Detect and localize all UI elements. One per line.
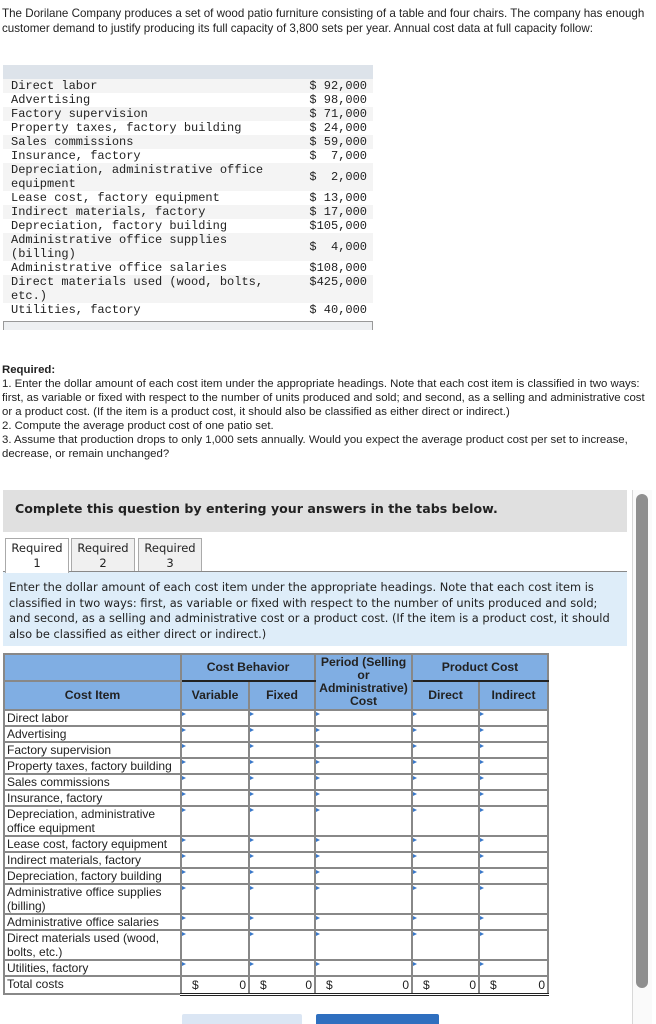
total-indirect-value: 0: [538, 978, 545, 992]
row-label: Sales commissions: [4, 774, 181, 790]
currency-symbol: $: [490, 978, 497, 992]
cost-data-item: Sales commissions: [3, 135, 291, 149]
indirect-field[interactable]: [480, 711, 547, 725]
row-label: Direct labor: [4, 710, 181, 726]
variable-input[interactable]: [181, 774, 249, 790]
variable-input[interactable]: [181, 836, 249, 852]
cost-data-amount: $ 2,000: [291, 163, 373, 191]
tab-required-2[interactable]: [71, 538, 135, 572]
period-input[interactable]: [315, 852, 412, 868]
total-fixed-value: 0: [305, 978, 312, 992]
variable-field[interactable]: [182, 961, 248, 975]
grid-row: [4, 742, 548, 758]
fixed-input[interactable]: [249, 914, 315, 930]
period-input[interactable]: [315, 806, 412, 836]
total-indirect: [479, 976, 548, 994]
required-title: Required:: [2, 364, 56, 376]
row-label: Administrative office salaries: [4, 914, 181, 930]
variable-input[interactable]: [181, 742, 249, 758]
total-period-value: 0: [402, 978, 409, 992]
grid-row: [4, 868, 548, 884]
cost-data-row: [3, 261, 373, 275]
header-period-cost: Period (Selling or Administrative) Cost: [315, 654, 412, 710]
direct-field[interactable]: [413, 743, 478, 757]
cost-data-table-footer: [3, 321, 373, 330]
required-item-2: 2. Compute the average product cost of one patio set.: [2, 420, 274, 432]
indirect-input[interactable]: [479, 806, 548, 836]
cost-data-amount: $425,000: [291, 275, 373, 303]
fixed-field[interactable]: [250, 885, 314, 913]
variable-input[interactable]: [181, 960, 249, 976]
variable-field[interactable]: [182, 837, 248, 851]
total-label: Total costs: [4, 976, 181, 994]
cost-data-list: [3, 79, 373, 317]
direct-field[interactable]: [413, 791, 478, 805]
period-field[interactable]: [316, 869, 411, 883]
cost-data-item: Lease cost, factory equipment: [3, 191, 291, 205]
header-fixed: Fixed: [249, 681, 315, 710]
row-label: Advertising: [4, 726, 181, 742]
period-field[interactable]: [316, 711, 411, 725]
direct-input[interactable]: [412, 868, 479, 884]
period-field[interactable]: [316, 743, 411, 757]
cost-data-item: Utilities, factory: [3, 303, 291, 317]
answer-panel-title: Complete this question by entering your answers in the tabs below.: [15, 501, 498, 516]
cost-data-row: [3, 275, 373, 303]
direct-field[interactable]: [413, 807, 478, 835]
direct-input[interactable]: [412, 836, 479, 852]
cost-data-table: [3, 65, 373, 330]
period-field[interactable]: [316, 837, 411, 851]
cost-data-row: [3, 205, 373, 219]
direct-field[interactable]: [413, 853, 478, 867]
grid-row: [4, 806, 548, 836]
fixed-input[interactable]: [249, 774, 315, 790]
cost-data-amount: $ 4,000: [291, 233, 373, 261]
period-input[interactable]: [315, 758, 412, 774]
fixed-input[interactable]: [249, 758, 315, 774]
fixed-field[interactable]: [250, 869, 314, 883]
fixed-field[interactable]: [250, 961, 314, 975]
period-field[interactable]: [316, 915, 411, 929]
header-indirect: Indirect: [479, 681, 548, 710]
cost-data-item: Factory supervision: [3, 107, 291, 121]
next-button[interactable]: [316, 1014, 439, 1024]
grid-row: [4, 960, 548, 976]
period-field[interactable]: [316, 727, 411, 741]
row-label: Utilities, factory: [4, 960, 181, 976]
direct-input[interactable]: [412, 790, 479, 806]
grid-row: [4, 774, 548, 790]
fixed-input[interactable]: [249, 836, 315, 852]
cost-data-item: Property taxes, factory building: [3, 121, 291, 135]
cost-classification-grid: [3, 653, 549, 996]
direct-field[interactable]: [413, 837, 478, 851]
cost-data-amount: $ 92,000: [291, 79, 373, 93]
period-input[interactable]: [315, 884, 412, 914]
previous-button[interactable]: [182, 1014, 302, 1024]
header-direct: Direct: [412, 681, 479, 710]
cost-data-row: [3, 107, 373, 121]
fixed-field[interactable]: [250, 727, 314, 741]
cost-data-row: [3, 233, 373, 261]
grid-row: [4, 930, 548, 960]
tab-number: 1: [33, 556, 41, 570]
header-cost-behavior: Cost Behavior: [181, 654, 315, 681]
indirect-input[interactable]: [479, 852, 548, 868]
fixed-field[interactable]: [250, 853, 314, 867]
variable-field[interactable]: [182, 807, 248, 835]
period-input[interactable]: [315, 930, 412, 960]
fixed-input[interactable]: [249, 742, 315, 758]
header-product-cost: Product Cost: [412, 654, 548, 681]
grid-row: [4, 884, 548, 914]
required-tabs: [5, 538, 205, 572]
currency-symbol: $: [423, 978, 430, 992]
variable-input[interactable]: [181, 884, 249, 914]
period-field[interactable]: [316, 791, 411, 805]
required-section: [2, 363, 656, 461]
cost-data-row: [3, 191, 373, 205]
indirect-input[interactable]: [479, 758, 548, 774]
direct-field[interactable]: [413, 711, 478, 725]
variable-field[interactable]: [182, 759, 248, 773]
fixed-input[interactable]: [249, 930, 315, 960]
direct-input[interactable]: [412, 726, 479, 742]
required-item-1: 1. Enter the dollar amount of each cost item under the appropriate headings. Note that each cost item is classified in two ways: first, as variable or fixed with respect to the number of units produced and sold; and second, as a selling and administrative cost or a product cost. (If the item is a product cost, it should also be classified as either direct or indirect.): [2, 378, 645, 418]
row-label: Factory supervision: [4, 742, 181, 758]
direct-input[interactable]: [412, 742, 479, 758]
fixed-field[interactable]: [250, 711, 314, 725]
fixed-input[interactable]: [249, 868, 315, 884]
cost-data-amount: $ 71,000: [291, 107, 373, 121]
direct-field[interactable]: [413, 885, 478, 913]
answer-panel-header: [3, 490, 627, 532]
variable-field[interactable]: [182, 915, 248, 929]
period-input[interactable]: [315, 710, 412, 726]
direct-input[interactable]: [412, 884, 479, 914]
period-input[interactable]: [315, 868, 412, 884]
indirect-input[interactable]: [479, 790, 548, 806]
direct-input[interactable]: [412, 758, 479, 774]
direct-input[interactable]: [412, 914, 479, 930]
cost-data-row: [3, 219, 373, 233]
cost-data-row: [3, 121, 373, 135]
variable-input[interactable]: [181, 726, 249, 742]
cost-data-row: [3, 135, 373, 149]
fixed-field[interactable]: [250, 743, 314, 757]
fixed-input[interactable]: [249, 806, 315, 836]
header-blank: [4, 654, 181, 681]
grid-row: [4, 914, 548, 930]
cost-data-item: Direct materials used (wood, bolts, etc.): [3, 275, 291, 303]
period-input[interactable]: [315, 836, 412, 852]
cost-data-amount: $ 59,000: [291, 135, 373, 149]
header-variable: Variable: [181, 681, 249, 710]
variable-input[interactable]: [181, 790, 249, 806]
period-field[interactable]: [316, 885, 411, 913]
fixed-input[interactable]: [249, 726, 315, 742]
period-input[interactable]: [315, 960, 412, 976]
row-label: Lease cost, factory equipment: [4, 836, 181, 852]
grid-row: [4, 852, 548, 868]
grid-row: [4, 758, 548, 774]
variable-field[interactable]: [182, 885, 248, 913]
indirect-input[interactable]: [479, 836, 548, 852]
total-fixed: [249, 976, 315, 994]
row-label: Insurance, factory: [4, 790, 181, 806]
fixed-field[interactable]: [250, 931, 314, 959]
fixed-input[interactable]: [249, 852, 315, 868]
fixed-input[interactable]: [249, 710, 315, 726]
cost-data-amount: $ 17,000: [291, 205, 373, 219]
period-field[interactable]: [316, 807, 411, 835]
direct-field[interactable]: [413, 915, 478, 929]
variable-field[interactable]: [182, 711, 248, 725]
direct-input[interactable]: [412, 930, 479, 960]
variable-input[interactable]: [181, 806, 249, 836]
direct-field[interactable]: [413, 869, 478, 883]
fixed-field[interactable]: [250, 807, 314, 835]
fixed-input[interactable]: [249, 884, 315, 914]
fixed-field[interactable]: [250, 837, 314, 851]
direct-field[interactable]: [413, 727, 478, 741]
period-input[interactable]: [315, 726, 412, 742]
cost-data-amount: $105,000: [291, 219, 373, 233]
variable-field[interactable]: [182, 727, 248, 741]
direct-input[interactable]: [412, 852, 479, 868]
indirect-field[interactable]: [480, 837, 547, 851]
grid-row: [4, 836, 548, 852]
cost-data-item: Depreciation, administrative office equipment: [3, 163, 291, 191]
tab-required-3[interactable]: [138, 538, 202, 572]
cost-data-amount: $ 13,000: [291, 191, 373, 205]
fixed-field[interactable]: [250, 775, 314, 789]
tab-instructions: Enter the dollar amount of each cost item under the appropriate headings. Note that each cost item is classified in two ways: first, as variable or fixed with respect to the number of units produced and sold; and second, as a selling and administrative cost or a product cost. (If the item is a product cost, it should also be classified as either direct or indirect.): [3, 572, 627, 646]
period-field[interactable]: [316, 961, 411, 975]
variable-input[interactable]: [181, 930, 249, 960]
direct-field[interactable]: [413, 931, 478, 959]
indirect-input[interactable]: [479, 914, 548, 930]
header-cost-item: Cost Item: [4, 681, 181, 710]
indirect-input[interactable]: [479, 884, 548, 914]
variable-field[interactable]: [182, 791, 248, 805]
cost-data-item: Depreciation, factory building: [3, 219, 291, 233]
cost-data-amount: $ 24,000: [291, 121, 373, 135]
cost-data-table-header: [3, 65, 373, 79]
period-input[interactable]: [315, 774, 412, 790]
tab-required-1[interactable]: [5, 538, 69, 573]
indirect-input[interactable]: [479, 774, 548, 790]
indirect-input[interactable]: [479, 930, 548, 960]
cost-data-amount: $ 7,000: [291, 149, 373, 163]
indirect-field[interactable]: [480, 853, 547, 867]
period-field[interactable]: [316, 759, 411, 773]
indirect-input[interactable]: [479, 710, 548, 726]
total-direct-value: 0: [469, 978, 476, 992]
indirect-field[interactable]: [480, 915, 547, 929]
direct-field[interactable]: [413, 775, 478, 789]
row-label: Administrative office supplies (billing): [4, 884, 181, 914]
direct-input[interactable]: [412, 774, 479, 790]
cost-data-item: Advertising: [3, 93, 291, 107]
grid-row: [4, 726, 548, 742]
tab-number: 3: [166, 556, 174, 570]
fixed-field[interactable]: [250, 915, 314, 929]
cost-data-amount: $108,000: [291, 261, 373, 275]
indirect-field[interactable]: [480, 869, 547, 883]
indirect-field[interactable]: [480, 759, 547, 773]
fixed-input[interactable]: [249, 960, 315, 976]
period-field[interactable]: [316, 853, 411, 867]
row-label: Indirect materials, factory: [4, 852, 181, 868]
cost-data-row: [3, 93, 373, 107]
cost-data-item: Administrative office supplies (billing): [3, 233, 291, 261]
cost-data-item: Administrative office salaries: [3, 261, 291, 275]
variable-input[interactable]: [181, 710, 249, 726]
period-input[interactable]: [315, 742, 412, 758]
problem-intro: The Dorilane Company produces a set of wood patio furniture consisting of a table and four chairs. The company has enough customer demand to justify producing its full capacity of 3,800 sets per year. Annual cost data at full capacity follow:: [2, 7, 645, 35]
variable-input[interactable]: [181, 868, 249, 884]
cost-data-row: [3, 79, 373, 93]
fixed-field[interactable]: [250, 759, 314, 773]
required-item-3: 3. Assume that production drops to only 1,000 sets annually. Would you expect the average product cost per set to increase, decrease, or remain unchanged?: [2, 434, 628, 460]
scrollbar-thumb[interactable]: [636, 494, 648, 988]
row-label: Depreciation, factory building: [4, 868, 181, 884]
tab-number: 2: [99, 556, 107, 570]
direct-field[interactable]: [413, 961, 478, 975]
period-input[interactable]: [315, 790, 412, 806]
total-direct: [412, 976, 479, 994]
cost-data-row: [3, 149, 373, 163]
indirect-field[interactable]: [480, 775, 547, 789]
cost-data-item: Direct labor: [3, 79, 291, 93]
variable-field[interactable]: [182, 931, 248, 959]
tab-label: Required: [144, 541, 196, 555]
indirect-field[interactable]: [480, 791, 547, 805]
indirect-field[interactable]: [480, 961, 547, 975]
indirect-field[interactable]: [480, 727, 547, 741]
variable-field[interactable]: [182, 869, 248, 883]
indirect-field[interactable]: [480, 931, 547, 959]
total-variable: [181, 976, 249, 994]
cost-data-row: [3, 303, 373, 317]
indirect-input[interactable]: [479, 868, 548, 884]
cost-data-item: Insurance, factory: [3, 149, 291, 163]
period-input[interactable]: [315, 914, 412, 930]
indirect-input[interactable]: [479, 742, 548, 758]
currency-symbol: $: [260, 978, 267, 992]
total-row: [4, 976, 548, 994]
row-label: Direct materials used (wood, bolts, etc.): [4, 930, 181, 960]
variable-input[interactable]: [181, 914, 249, 930]
cost-data-item: Indirect materials, factory: [3, 205, 291, 219]
indirect-input[interactable]: [479, 726, 548, 742]
direct-input[interactable]: [412, 960, 479, 976]
indirect-input[interactable]: [479, 960, 548, 976]
grid-row: [4, 710, 548, 726]
fixed-field[interactable]: [250, 791, 314, 805]
indirect-field[interactable]: [480, 743, 547, 757]
direct-input[interactable]: [412, 710, 479, 726]
row-label: Property taxes, factory building: [4, 758, 181, 774]
variable-field[interactable]: [182, 743, 248, 757]
cost-data-row: [3, 163, 373, 191]
tab-label: Required: [77, 541, 129, 555]
grid-row: [4, 790, 548, 806]
indirect-field[interactable]: [480, 807, 547, 835]
fixed-input[interactable]: [249, 790, 315, 806]
direct-input[interactable]: [412, 806, 479, 836]
row-label: Depreciation, administrative office equipment: [4, 806, 181, 836]
cost-data-amount: $ 98,000: [291, 93, 373, 107]
indirect-field[interactable]: [480, 885, 547, 913]
variable-field[interactable]: [182, 853, 248, 867]
period-field[interactable]: [316, 931, 411, 959]
tab-label: Required: [11, 541, 63, 555]
currency-symbol: $: [192, 978, 199, 992]
period-field[interactable]: [316, 775, 411, 789]
currency-symbol: $: [326, 978, 333, 992]
total-variable-value: 0: [239, 978, 246, 992]
direct-field[interactable]: [413, 759, 478, 773]
variable-field[interactable]: [182, 775, 248, 789]
cost-data-amount: $ 40,000: [291, 303, 373, 317]
variable-input[interactable]: [181, 758, 249, 774]
total-period: [315, 976, 412, 994]
variable-input[interactable]: [181, 852, 249, 868]
